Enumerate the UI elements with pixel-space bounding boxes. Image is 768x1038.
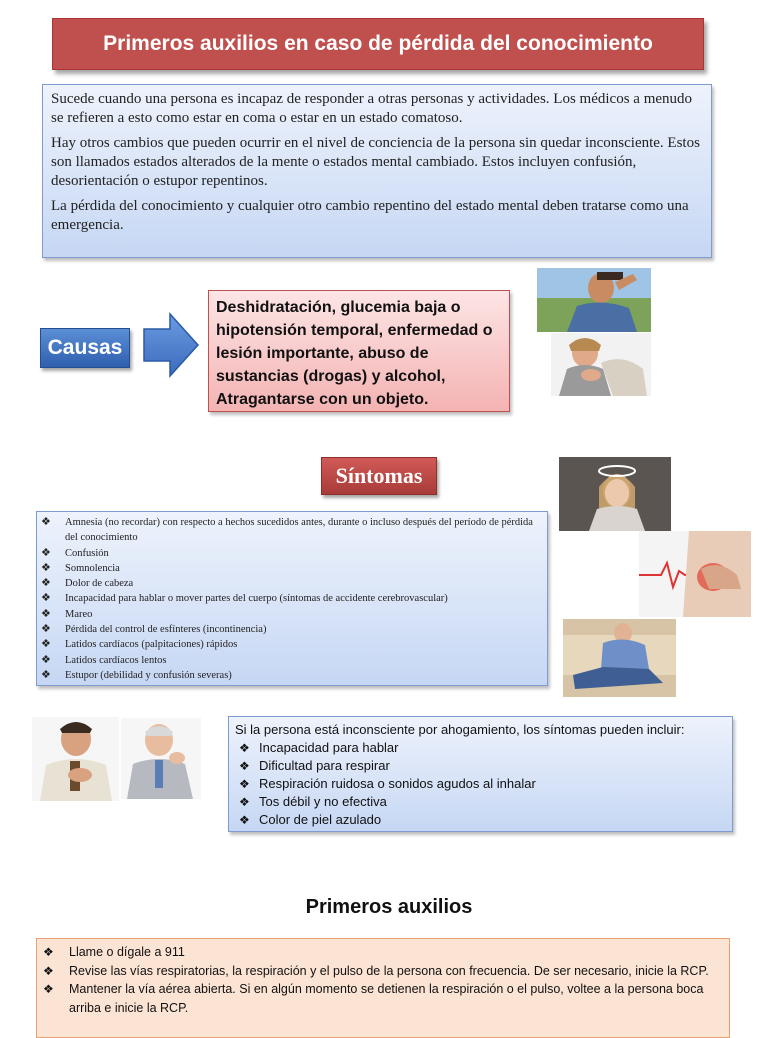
ahogamiento-heading: Si la persona está inconsciente por ahogamiento, los síntomas pueden incluir: [235, 722, 685, 737]
causas-label: Causas [40, 328, 130, 368]
page-title: Primeros auxilios en caso de pérdida del conocimiento [52, 18, 704, 70]
sintoma-item-text: Mareo [65, 608, 93, 620]
ahogamiento-item-text: Color de piel azulado [259, 812, 382, 827]
sintomas-list [41, 515, 543, 683]
diamond-bullet-icon: ❖ [41, 653, 51, 666]
sintoma-item [41, 515, 543, 546]
diamond-bullet-icon: ❖ [41, 561, 51, 574]
diamond-bullet-icon: ❖ [41, 607, 51, 620]
ahogamiento-item-text: Dificultad para respirar [259, 758, 390, 773]
diamond-bullet-icon: ❖ [41, 668, 51, 681]
ahogamiento-item-text: Incapacidad para hablar [259, 740, 399, 755]
primeros-auxilios-title: Primeros auxilios [305, 896, 473, 918]
sintoma-item [41, 561, 543, 576]
intro-paragraph-1: Sucede cuando una persona es incapaz de responder a otras personas y actividades. Los médicos a menudo se refieren a esto como estar en coma o estar en un estado comatoso. [51, 91, 693, 126]
primeros-auxilios-item [43, 943, 723, 962]
ahogamiento-item [235, 757, 726, 775]
sintoma-item-text: Latidos cardíacos (palpitaciones) rápidos [65, 639, 238, 651]
sintoma-item-text: Somnolencia [65, 562, 120, 574]
diamond-bullet-icon: ❖ [41, 577, 51, 590]
diamond-bullet-icon: ❖ [43, 982, 54, 996]
primeros-auxilios-item [43, 980, 723, 1017]
diamond-bullet-icon: ❖ [239, 795, 250, 809]
causas-text-box: Deshidratación, glucemia baja o hipotensión temporal, enfermedad o lesión importante, abuso de sustancias (drogas) y alcohol, Atragantarse con un objeto. [208, 290, 510, 412]
sintoma-item-text: Incapacidad para hablar o mover partes del cuerpo (síntomas de accidente cerebrovascular) [65, 593, 448, 605]
right-arrow-icon [142, 312, 200, 378]
diamond-bullet-icon: ❖ [41, 592, 51, 605]
sintomas-label: Síntomas [321, 457, 437, 495]
ahogamiento-item [235, 811, 726, 829]
choking-woman-photo [551, 333, 651, 396]
diamond-bullet-icon: ❖ [43, 963, 54, 978]
primeros-auxilios-item [43, 962, 723, 981]
diamond-bullet-icon: ❖ [41, 638, 51, 651]
intro-paragraph-3: La pérdida del conocimiento y cualquier otro cambio repentino del estado mental deben tratarse como una emergencia. [51, 198, 689, 233]
headache-woman-photo [559, 457, 671, 531]
chest-pain-photo [639, 531, 751, 617]
dizzy-man-photo [537, 268, 651, 332]
diamond-bullet-icon: ❖ [239, 741, 250, 755]
diamond-bullet-icon: ❖ [41, 516, 51, 528]
ahogamiento-item-text: Respiración ruidosa o sonidos agudos al inhalar [259, 776, 536, 791]
primeros-auxilios-list [43, 943, 723, 1017]
choking-man-photo [32, 717, 119, 801]
primeros-auxilios-item-text: Mantener la vía aérea abierta. Si en algún momento se detienen la respiración o el pulso, voltee a la persona boca arriba e inicie la RCP. [69, 982, 704, 1015]
ahogamiento-box [228, 716, 733, 832]
sintoma-item [41, 576, 543, 591]
intro-box [42, 84, 712, 258]
sintoma-item-text: Amnesia (no recordar) con respecto a hechos sucedidos antes, durante o incluso después del período de pérdida del conocimiento [65, 517, 533, 544]
primeros-auxilios-item-text: Revise las vías respiratorias, la respiración y el pulso de la persona con frecuencia. De ser necesario, inicie la RCP. [69, 963, 709, 978]
ahogamiento-item [235, 793, 726, 811]
sintoma-item [41, 668, 543, 683]
sintomas-list-box [36, 511, 548, 686]
sintoma-item-text: Latidos cardíacos lentos [65, 654, 167, 666]
sintoma-item-text: Confusión [65, 547, 109, 559]
sintoma-item-text: Pérdida del control de esfínteres (incontinencia) [65, 624, 267, 636]
ahogamiento-item-text: Tos débil y no efectiva [259, 794, 387, 809]
sintoma-item [41, 607, 543, 622]
ahogamiento-item [235, 739, 726, 757]
coughing-elderly-man-photo [121, 718, 201, 799]
sintoma-item [41, 591, 543, 606]
ahogamiento-list [235, 739, 726, 829]
diamond-bullet-icon: ❖ [239, 777, 250, 791]
diamond-bullet-icon: ❖ [41, 546, 51, 559]
sintoma-item-text: Dolor de cabeza [65, 578, 134, 590]
primeros-auxilios-box [36, 938, 730, 1038]
sintoma-item [41, 546, 543, 561]
sintoma-item [41, 653, 543, 668]
sintoma-item-text: Estupor (debilidad y confusión severas) [65, 669, 232, 681]
ahogamiento-item [235, 775, 726, 793]
diamond-bullet-icon: ❖ [239, 813, 250, 827]
diamond-bullet-icon: ❖ [41, 623, 51, 636]
sintoma-item [41, 637, 543, 652]
sintoma-item [41, 622, 543, 637]
diamond-bullet-icon: ❖ [239, 759, 250, 773]
intro-paragraph-2: Hay otros cambios que pueden ocurrir en el nivel de conciencia de la persona sin quedar inconsciente. Estos son llamados estados alterados de la mente o estados mental cambiado. Estos incluyen confusión, desorientación o estupor repentinos. [51, 135, 700, 189]
diamond-bullet-icon: ❖ [43, 945, 54, 959]
primeros-auxilios-item-text: Llame o dígale a 911 [69, 945, 185, 959]
fainted-man-photo [563, 619, 676, 697]
